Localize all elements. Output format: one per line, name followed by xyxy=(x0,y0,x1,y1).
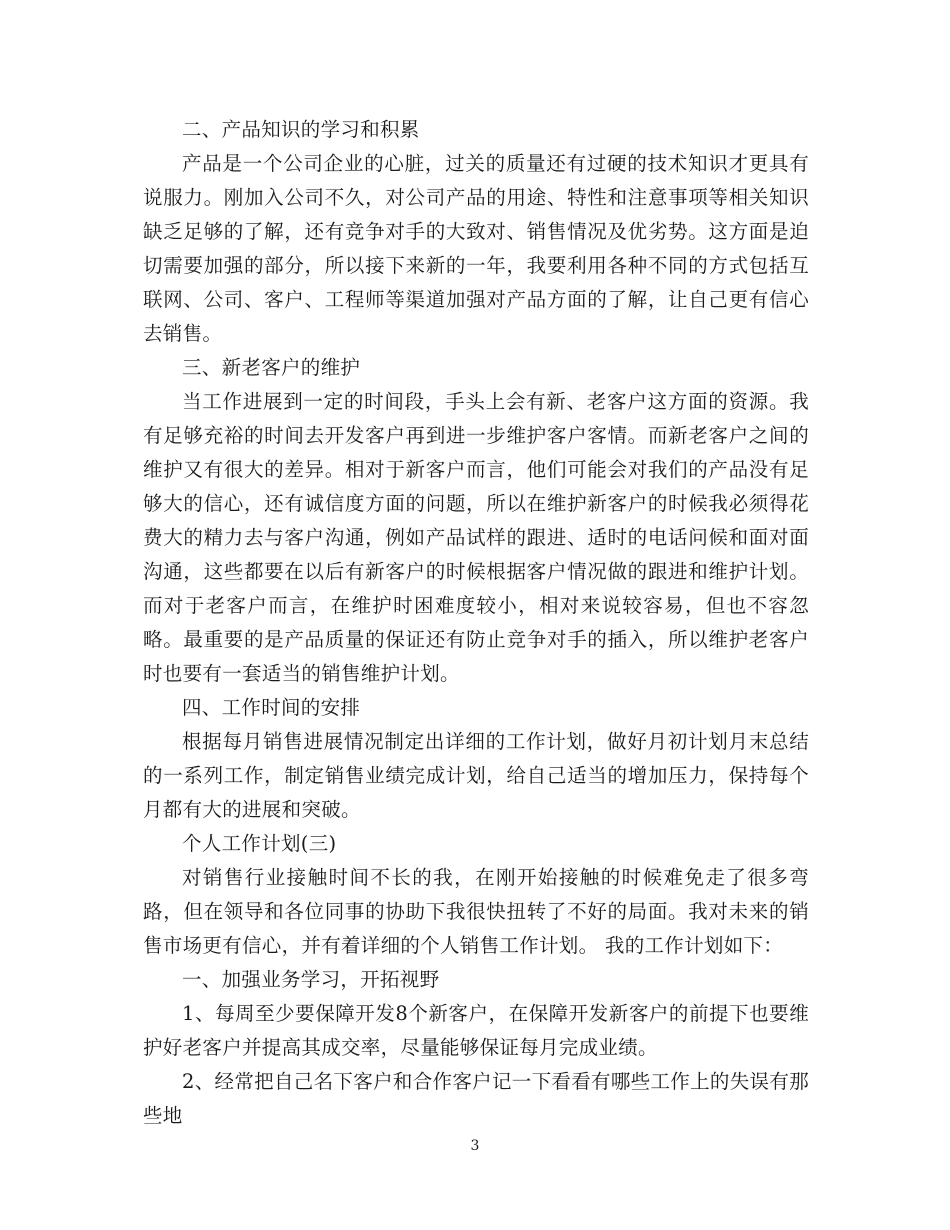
section-heading-customer-maintenance: 三、新老客户的维护 xyxy=(182,356,361,379)
paragraph-item-2: 2、经常把自己名下客户和合作客户记一下看看有哪些工作上的失误有那些地 xyxy=(143,1070,809,1127)
section-heading-business-learning: 一、加强业务学习，开拓视野 xyxy=(182,968,440,991)
page-number: 3 xyxy=(470,1138,480,1154)
paragraph-time-arrangement: 根据每月销售进展情况制定出详细的工作计划，做好月初计划月末总结的一系列工作，制定销售业绩完成计划，给自己适当的增加压力，保持每个月都有大的进展和突破。 xyxy=(143,730,809,821)
document-body xyxy=(143,113,809,1133)
section-heading-work-plan-3: 个人工作计划(三) xyxy=(182,832,337,855)
paragraph-item-1: 1、每周至少要保障开发8个新客户，在保障开发新客户的前提下也要维护好老客户并提高其成交率，尽量能够保证每月完成业绩。 xyxy=(143,1002,809,1059)
paragraph-customer-maintenance: 当工作进展到一定的时间段，手头上会有新、老客户这方面的资源。我有足够充裕的时间去开发客户再到进一步维护客户客情。而新老客户之间的维护又有很大的差异。相对于新客户而言，他们可能会对我们的产品没有足够大的信心，还有诚信度方面的问题，所以在维护新客户的时候我必须得花费大的精力去与客户沟通，例如产品试样的跟进、适时的电话问候和面对面沟通，这些都要在以后有新客户的时候根据客户情况做的跟进和维护计划。而对于老客户而言，在维护时困难度较小，相对来说较容易，但也不容忽略。最重要的是产品质量的保证还有防止竞争对手的插入，所以维护老客户时也要有一套适当的销售维护计划。 xyxy=(143,390,809,685)
section-heading-time-arrangement: 四、工作时间的安排 xyxy=(182,696,361,719)
section-heading-product-knowledge: 二、产品知识的学习和积累 xyxy=(182,118,420,141)
paragraph-product-knowledge: 产品是一个公司企业的心脏，过关的质量还有过硬的技术知识才更具有说服力。刚加入公司不久，对公司产品的用途、特性和注意事项等相关知识缺乏足够的了解，还有竞争对手的大致对、销售情况及优劣势。这方面是迫切需要加强的部分，所以接下来新的一年，我要利用各种不同的方式包括互联网、公司、客户、工程师等渠道加强对产品方面的了解，让自己更有信心去销售。 xyxy=(143,152,809,345)
paragraph-work-plan-intro: 对销售行业接触时间不长的我，在刚开始接触的时候难免走了很多弯路，但在领导和各位同事的协助下我很快扭转了不好的局面。我对未来的销售市场更有信心，并有着详细的个人销售工作计划。 我的工作计划如下： xyxy=(143,866,809,957)
